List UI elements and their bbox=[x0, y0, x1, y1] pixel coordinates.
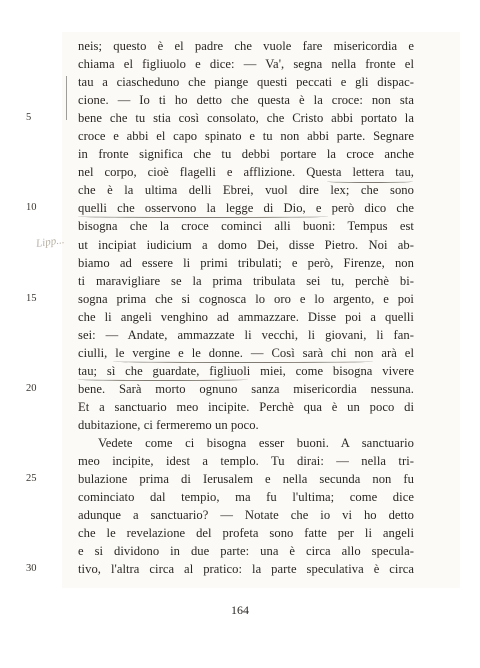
line-text: nel corpo, cioè flagelli e afflizione. Questa lettera tau, bbox=[78, 165, 414, 180]
text-line bbox=[26, 560, 414, 578]
text-line bbox=[78, 452, 414, 470]
text-line bbox=[78, 254, 414, 272]
line-text: biamo ad essere li primi tribulati; e però, Firenze, non bbox=[78, 255, 414, 270]
text-line bbox=[78, 236, 414, 254]
line-text: che le revelazione del profeta sono fatte per li angeli bbox=[78, 526, 414, 541]
line-text: bulazione prima di Ierusalem e nella secunda non fu bbox=[78, 472, 414, 487]
line-text: bisogna che la croce cominci alli buoni: Tempus est bbox=[78, 219, 414, 234]
line-text: dubitazione, ci fermeremo un poco. bbox=[78, 417, 259, 432]
text-line bbox=[78, 326, 414, 344]
line-text: chiama el figliuolo e dice: — Va', segna nella fronte el bbox=[78, 57, 414, 72]
text-line bbox=[78, 163, 414, 181]
line-number: 30 bbox=[26, 563, 37, 575]
text-line bbox=[78, 308, 414, 326]
text-line bbox=[26, 290, 414, 308]
page-number: 164 bbox=[231, 603, 249, 617]
line-number: 25 bbox=[26, 473, 37, 485]
pencil-margin-note: Lipp... bbox=[35, 234, 66, 250]
line-text: bene. Sarà morto ognuno sanza misericordia nessuna. bbox=[78, 381, 414, 396]
line-text: ut incipiat iudicium a domo Dei, disse Pietro. Noi ab- bbox=[78, 237, 414, 252]
text-line bbox=[78, 145, 414, 163]
line-text: ciulli, le vergine e le donne. — Così sarà chi non arà el bbox=[78, 345, 414, 360]
line-text: in fronte significa che tu debbi portare la croce anche bbox=[78, 147, 414, 162]
text-line bbox=[78, 272, 414, 290]
line-text: croce e abbi el capo spinato e tu non abbi parte. Segnare bbox=[78, 129, 414, 144]
line-text: e si dividono in due parte: una è circa allo specula- bbox=[78, 544, 414, 559]
text-line bbox=[78, 524, 414, 542]
text-line bbox=[26, 380, 414, 398]
line-text: tivo, l'altra circa al pratico: la parte speculativa è circa bbox=[78, 562, 414, 577]
pencil-underline bbox=[327, 180, 413, 183]
text-line bbox=[78, 416, 414, 434]
line-text: neis; questo è el padre che vuole fare misericordia e bbox=[78, 39, 414, 53]
line-text: tau; sì che guardate, figliuoli miei, come bisogna vivere bbox=[78, 363, 414, 378]
line-text: quelli che osservono la legge di Dio, e però dico che bbox=[78, 201, 414, 216]
line-text: cione. — Io ti ho detto che questa è la croce: non sta bbox=[78, 93, 414, 108]
text-line bbox=[78, 127, 414, 145]
line-number: 20 bbox=[26, 382, 37, 394]
line-text: sogna prima che si cognosca lo oro e lo argento, e poi bbox=[78, 291, 414, 306]
line-text: adunque a sanctuario? — Notate che io vi ho detto bbox=[78, 508, 414, 523]
text-line bbox=[78, 181, 414, 199]
text-line bbox=[78, 37, 414, 55]
text-line bbox=[26, 109, 414, 127]
line-number: 5 bbox=[26, 112, 32, 124]
pencil-margin-bracket bbox=[66, 76, 73, 120]
text-line bbox=[78, 217, 414, 235]
text-line bbox=[78, 488, 414, 506]
line-number: 15 bbox=[26, 292, 37, 304]
line-text: ti maravigliare se la prima tribulata sei tu, perchè bi- bbox=[78, 273, 414, 288]
text-line bbox=[26, 470, 414, 488]
line-text: Vedete come ci bisogna esser buoni. A sanctuario bbox=[98, 436, 414, 451]
line-number: 10 bbox=[26, 202, 37, 214]
text-line bbox=[78, 91, 414, 109]
text-line bbox=[78, 542, 414, 560]
text-line bbox=[78, 55, 414, 73]
line-text: cominciato dal tempio, ma fu l'ultima; come dice bbox=[78, 490, 414, 505]
text-line bbox=[78, 73, 414, 91]
line-text: tau a ciascheduno che piange questi peccati e gli dispac- bbox=[78, 75, 414, 90]
text-line bbox=[78, 398, 414, 416]
text-line bbox=[78, 506, 414, 524]
line-text: Et a sanctuario meo incipite. Perchè qua è un poco di bbox=[78, 399, 414, 414]
text-line bbox=[78, 434, 414, 452]
pencil-underline bbox=[78, 378, 248, 381]
pencil-underline bbox=[78, 215, 328, 218]
pencil-underline bbox=[113, 360, 373, 363]
line-text: meo incipite, idest a templo. Tu dirai: — nella tri- bbox=[78, 454, 414, 469]
line-text: bene che tu stia così consolato, che Cristo abbi portato la bbox=[78, 111, 414, 126]
line-text: sei: — Andate, ammazzate li vecchi, li giovani, li fan- bbox=[78, 327, 414, 342]
line-text: che li angeli venghino ad ammazzare. Disse poi a quelli bbox=[78, 309, 414, 324]
line-text: che è la ultima delli Ebrei, vuol dire lex; che sono bbox=[78, 183, 414, 198]
